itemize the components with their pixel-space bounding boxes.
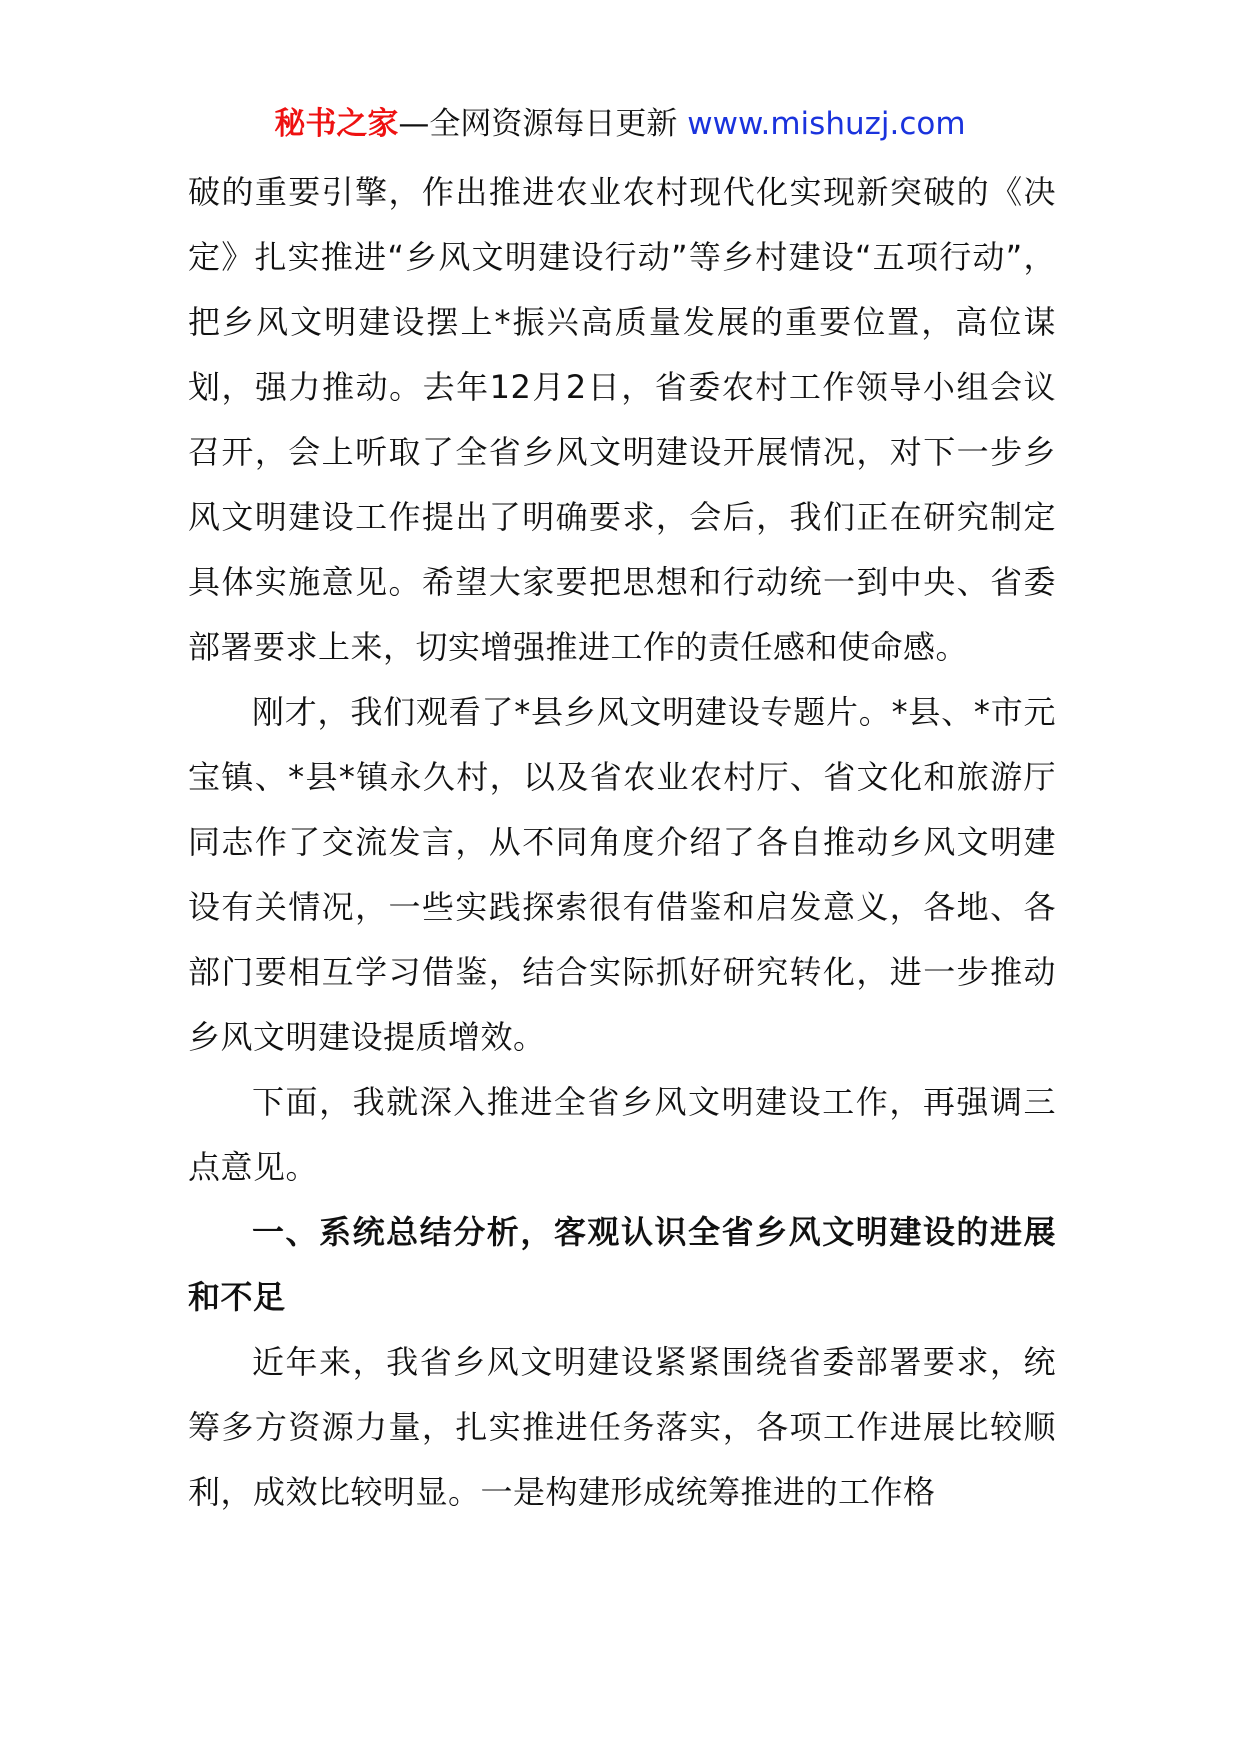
paragraph: 近年来，我省乡风文明建设紧紧围绕省委部署要求，统筹多方资源力量，扎实推进任务落实，各项工作进展比较顺利，成效比较明显。一是构建形成统筹推进的工作格 bbox=[188, 1343, 1056, 1511]
document-body bbox=[188, 160, 1056, 1525]
site-header bbox=[0, 102, 1240, 146]
site-url-link[interactable]: www.mishuzj.com bbox=[687, 106, 966, 142]
section-heading: 一、系统总结分析，客观认识全省乡风文明建设的进展和不足 bbox=[188, 1213, 1056, 1316]
site-brand: 秘书之家 bbox=[274, 106, 399, 142]
paragraph: 刚才，我们观看了*县乡风文明建设专题片。*县、*市元宝镇、*县*镇永久村，以及省农业农村厅、省文化和旅游厅同志作了交流发言，从不同角度介绍了各自推动乡风文明建设有关情况，一些实践探索很有借鉴和启发意义，各地、各部门要相互学习借鉴，结合实际抓好研究转化，进一步推动乡风文明建设提质增效。 bbox=[188, 693, 1056, 1056]
paragraph-continued: 破的重要引擎，作出推进农业农村现代化实现新突破的《决定》扎实推进“乡风文明建设行动”等乡村建设“五项行动”，把乡风文明建设摆上*振兴高质量发展的重要位置，高位谋划，强力推动。去年12月2日，省委农村工作领导小组会议召开，会上听取了全省乡风文明建设开展情况，对下一步乡风文明建设工作提出了明确要求，会后，我们正在研究制定具体实施意见。希望大家要把思想和行动统一到中央、省委部署要求上来，切实增强推进工作的责任感和使命感。 bbox=[188, 173, 1056, 666]
paragraph: 下面，我就深入推进全省乡风文明建设工作，再强调三点意见。 bbox=[188, 1083, 1056, 1186]
site-tagline: —全网资源每日更新 bbox=[398, 106, 678, 142]
